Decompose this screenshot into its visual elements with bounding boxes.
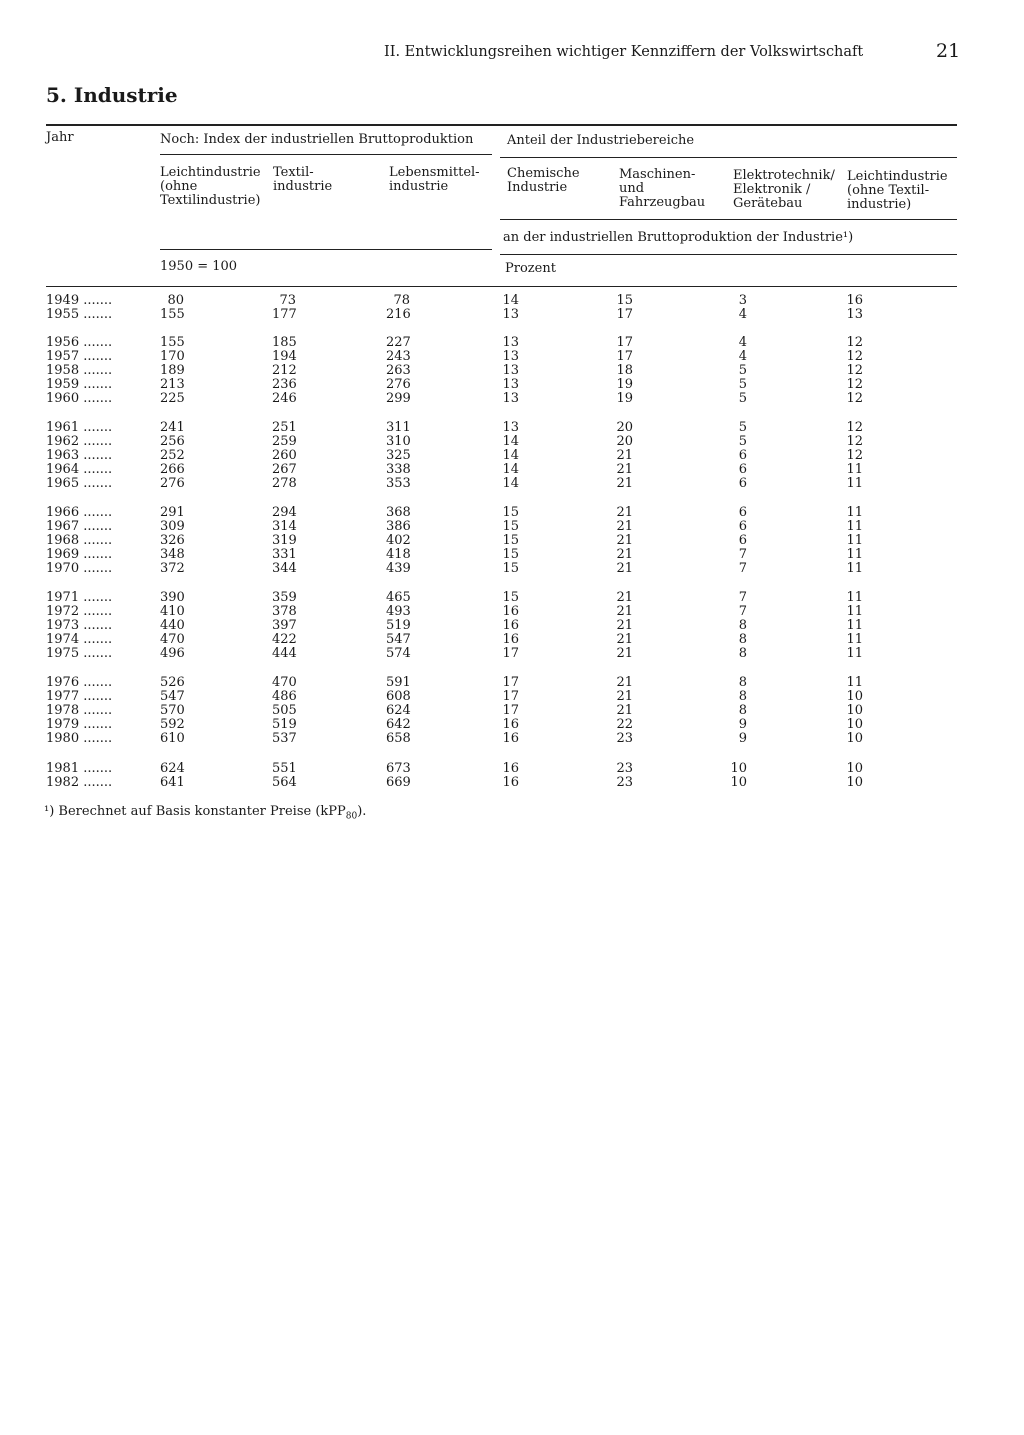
cell-chemie-anteil: 14 xyxy=(502,434,519,449)
cell-leichtindustrie-index: 624 xyxy=(160,761,185,776)
cell-lebensmittel-index: 519 xyxy=(386,618,411,633)
table-row xyxy=(0,294,1024,308)
cell-textilindustrie-index: 194 xyxy=(272,349,297,364)
cell-year: 1975 ....... xyxy=(46,646,113,661)
cell-lebensmittel-index: 547 xyxy=(386,632,411,647)
cell-lebensmittel-index: 353 xyxy=(386,476,411,491)
cell-lebensmittel-index: 310 xyxy=(386,434,411,449)
cell-leichtindustrie-anteil: 12 xyxy=(846,391,863,406)
table-row xyxy=(0,619,1024,633)
cell-lebensmittel-index: 402 xyxy=(386,533,411,548)
year-column-header: Jahr xyxy=(46,130,74,145)
share-group-header: Anteil der Industriebereiche xyxy=(507,133,695,148)
cell-textilindustrie-index: 422 xyxy=(272,632,297,647)
cell-chemie-anteil: 15 xyxy=(502,561,519,576)
cell-elektrotechnik-anteil: 5 xyxy=(738,363,747,378)
cell-textilindustrie-index: 470 xyxy=(272,675,297,690)
cell-year: 1963 ....... xyxy=(46,448,113,463)
cell-textilindustrie-index: 444 xyxy=(272,646,297,661)
table-row xyxy=(0,690,1024,704)
cell-maschinenbau-anteil: 21 xyxy=(616,505,633,520)
col-header-maschinenbau: Maschinen- und Fahrzeugbau xyxy=(619,167,706,210)
cell-leichtindustrie-index: 592 xyxy=(160,717,185,732)
cell-leichtindustrie-anteil: 11 xyxy=(846,618,863,633)
cell-leichtindustrie-index: 390 xyxy=(160,590,185,605)
cell-leichtindustrie-anteil: 11 xyxy=(846,462,863,477)
cell-chemie-anteil: 14 xyxy=(502,293,519,308)
cell-chemie-anteil: 13 xyxy=(502,349,519,364)
col-header-leichtindustrie: Leichtindustrie (ohne Textilindustrie) xyxy=(160,165,261,208)
cell-year: 1973 ....... xyxy=(46,618,113,633)
cell-lebensmittel-index: 418 xyxy=(386,547,411,562)
cell-leichtindustrie-index: 213 xyxy=(160,377,185,392)
cell-elektrotechnik-anteil: 8 xyxy=(738,618,747,633)
cell-lebensmittel-index: 311 xyxy=(386,420,411,435)
cell-leichtindustrie-index: 225 xyxy=(160,391,185,406)
cell-leichtindustrie-index: 641 xyxy=(160,775,185,790)
cell-elektrotechnik-anteil: 7 xyxy=(738,547,747,562)
cell-maschinenbau-anteil: 21 xyxy=(616,547,633,562)
cell-year: 1960 ....... xyxy=(46,391,113,406)
cell-elektrotechnik-anteil: 4 xyxy=(738,335,747,350)
cell-year: 1971 ....... xyxy=(46,590,113,605)
cell-year: 1967 ....... xyxy=(46,519,113,534)
cell-maschinenbau-anteil: 18 xyxy=(616,363,633,378)
cell-maschinenbau-anteil: 17 xyxy=(616,335,633,350)
cell-lebensmittel-index: 386 xyxy=(386,519,411,534)
cell-leichtindustrie-anteil: 11 xyxy=(846,646,863,661)
cell-maschinenbau-anteil: 21 xyxy=(616,533,633,548)
cell-leichtindustrie-index: 256 xyxy=(160,434,185,449)
cell-textilindustrie-index: 185 xyxy=(272,335,297,350)
cell-chemie-anteil: 13 xyxy=(502,335,519,350)
cell-textilindustrie-index: 314 xyxy=(272,519,297,534)
cell-leichtindustrie-index: 348 xyxy=(160,547,185,562)
table-row xyxy=(0,520,1024,534)
cell-maschinenbau-anteil: 20 xyxy=(616,434,633,449)
cell-leichtindustrie-anteil: 11 xyxy=(846,561,863,576)
cell-lebensmittel-index: 325 xyxy=(386,448,411,463)
cell-textilindustrie-index: 378 xyxy=(272,604,297,619)
cell-lebensmittel-index: 658 xyxy=(386,731,411,746)
cell-elektrotechnik-anteil: 7 xyxy=(738,590,747,605)
cell-leichtindustrie-index: 189 xyxy=(160,363,185,378)
cell-leichtindustrie-anteil: 10 xyxy=(846,689,863,704)
cell-maschinenbau-anteil: 21 xyxy=(616,519,633,534)
table-row xyxy=(0,308,1024,322)
cell-elektrotechnik-anteil: 6 xyxy=(738,476,747,491)
cell-chemie-anteil: 17 xyxy=(502,703,519,718)
cell-lebensmittel-index: 439 xyxy=(386,561,411,576)
cell-leichtindustrie-anteil: 11 xyxy=(846,590,863,605)
cell-year: 1964 ....... xyxy=(46,462,113,477)
cell-maschinenbau-anteil: 21 xyxy=(616,689,633,704)
page-number: 21 xyxy=(936,40,961,62)
cell-elektrotechnik-anteil: 9 xyxy=(738,717,747,732)
table-row xyxy=(0,676,1024,690)
cell-year: 1955 ....... xyxy=(46,307,113,322)
cell-maschinenbau-anteil: 21 xyxy=(616,561,633,576)
table-row xyxy=(0,534,1024,548)
cell-year: 1970 ....... xyxy=(46,561,113,576)
cell-elektrotechnik-anteil: 6 xyxy=(738,462,747,477)
table-row xyxy=(0,477,1024,491)
table-row xyxy=(0,548,1024,562)
cell-lebensmittel-index: 574 xyxy=(386,646,411,661)
cell-year: 1979 ....... xyxy=(46,717,113,732)
cell-chemie-anteil: 17 xyxy=(502,646,519,661)
cell-elektrotechnik-anteil: 3 xyxy=(738,293,747,308)
cell-leichtindustrie-anteil: 10 xyxy=(846,717,863,732)
cell-elektrotechnik-anteil: 6 xyxy=(738,519,747,534)
cell-elektrotechnik-anteil: 5 xyxy=(738,434,747,449)
cell-chemie-anteil: 14 xyxy=(502,476,519,491)
cell-textilindustrie-index: 564 xyxy=(272,775,297,790)
col-header-lebensmittelindustrie: Lebensmittel- industrie xyxy=(389,165,480,194)
cell-year: 1965 ....... xyxy=(46,476,113,491)
cell-textilindustrie-index: 267 xyxy=(272,462,297,477)
cell-elektrotechnik-anteil: 4 xyxy=(738,307,747,322)
share-subheader: an der industriellen Bruttoproduktion der Industrie¹) xyxy=(503,230,854,245)
cell-elektrotechnik-anteil: 10 xyxy=(730,761,747,776)
cell-lebensmittel-index: 368 xyxy=(386,505,411,520)
index-columns-rule xyxy=(160,249,492,250)
cell-chemie-anteil: 17 xyxy=(502,675,519,690)
cell-leichtindustrie-index: 547 xyxy=(160,689,185,704)
cell-lebensmittel-index: 624 xyxy=(386,703,411,718)
cell-lebensmittel-index: 263 xyxy=(386,363,411,378)
cell-textilindustrie-index: 73 xyxy=(279,293,296,308)
cell-lebensmittel-index: 227 xyxy=(386,335,411,350)
cell-leichtindustrie-index: 309 xyxy=(160,519,185,534)
cell-textilindustrie-index: 397 xyxy=(272,618,297,633)
cell-elektrotechnik-anteil: 5 xyxy=(738,420,747,435)
cell-year: 1974 ....... xyxy=(46,632,113,647)
cell-elektrotechnik-anteil: 10 xyxy=(730,775,747,790)
cell-lebensmittel-index: 78 xyxy=(393,293,410,308)
cell-chemie-anteil: 16 xyxy=(502,731,519,746)
table-row xyxy=(0,605,1024,619)
cell-leichtindustrie-index: 372 xyxy=(160,561,185,576)
table-row xyxy=(0,762,1024,776)
cell-year: 1966 ....... xyxy=(46,505,113,520)
cell-year: 1962 ....... xyxy=(46,434,113,449)
cell-elektrotechnik-anteil: 8 xyxy=(738,646,747,661)
cell-leichtindustrie-anteil: 11 xyxy=(846,519,863,534)
cell-maschinenbau-anteil: 21 xyxy=(616,675,633,690)
cell-chemie-anteil: 16 xyxy=(502,604,519,619)
cell-chemie-anteil: 14 xyxy=(502,462,519,477)
cell-year: 1968 ....... xyxy=(46,533,113,548)
header-bottom-rule xyxy=(46,286,957,287)
cell-year: 1969 ....... xyxy=(46,547,113,562)
cell-textilindustrie-index: 259 xyxy=(272,434,297,449)
cell-chemie-anteil: 16 xyxy=(502,761,519,776)
cell-chemie-anteil: 15 xyxy=(502,547,519,562)
cell-leichtindustrie-index: 496 xyxy=(160,646,185,661)
table-row xyxy=(0,392,1024,406)
cell-elektrotechnik-anteil: 7 xyxy=(738,561,747,576)
cell-leichtindustrie-anteil: 12 xyxy=(846,448,863,463)
share-columns-rule xyxy=(500,219,957,220)
cell-leichtindustrie-index: 276 xyxy=(160,476,185,491)
table-row xyxy=(0,449,1024,463)
section-title: 5. Industrie xyxy=(46,83,178,107)
cell-textilindustrie-index: 236 xyxy=(272,377,297,392)
cell-textilindustrie-index: 246 xyxy=(272,391,297,406)
cell-leichtindustrie-anteil: 11 xyxy=(846,604,863,619)
cell-maschinenbau-anteil: 23 xyxy=(616,731,633,746)
cell-maschinenbau-anteil: 19 xyxy=(616,377,633,392)
share-subheader-rule xyxy=(500,254,957,255)
cell-leichtindustrie-anteil: 12 xyxy=(846,377,863,392)
cell-chemie-anteil: 16 xyxy=(502,717,519,732)
table-row xyxy=(0,378,1024,392)
cell-textilindustrie-index: 344 xyxy=(272,561,297,576)
cell-leichtindustrie-index: 440 xyxy=(160,618,185,633)
table-row xyxy=(0,435,1024,449)
cell-elektrotechnik-anteil: 8 xyxy=(738,675,747,690)
cell-maschinenbau-anteil: 21 xyxy=(616,632,633,647)
cell-maschinenbau-anteil: 21 xyxy=(616,703,633,718)
cell-chemie-anteil: 13 xyxy=(502,377,519,392)
cell-elektrotechnik-anteil: 8 xyxy=(738,703,747,718)
index-group-rule xyxy=(160,154,492,155)
cell-maschinenbau-anteil: 21 xyxy=(616,590,633,605)
cell-textilindustrie-index: 537 xyxy=(272,731,297,746)
cell-elektrotechnik-anteil: 8 xyxy=(738,689,747,704)
cell-year: 1961 ....... xyxy=(46,420,113,435)
cell-year: 1949 ....... xyxy=(46,293,113,308)
cell-leichtindustrie-anteil: 10 xyxy=(846,731,863,746)
cell-leichtindustrie-index: 570 xyxy=(160,703,185,718)
cell-year: 1982 ....... xyxy=(46,775,113,790)
cell-year: 1957 ....... xyxy=(46,349,113,364)
cell-maschinenbau-anteil: 21 xyxy=(616,618,633,633)
cell-leichtindustrie-index: 266 xyxy=(160,462,185,477)
cell-textilindustrie-index: 278 xyxy=(272,476,297,491)
cell-leichtindustrie-index: 241 xyxy=(160,420,185,435)
cell-leichtindustrie-anteil: 12 xyxy=(846,434,863,449)
cell-maschinenbau-anteil: 17 xyxy=(616,307,633,322)
cell-leichtindustrie-anteil: 16 xyxy=(846,293,863,308)
cell-lebensmittel-index: 669 xyxy=(386,775,411,790)
table-row xyxy=(0,463,1024,477)
cell-leichtindustrie-index: 526 xyxy=(160,675,185,690)
cell-leichtindustrie-index: 326 xyxy=(160,533,185,548)
unit-percent: Prozent xyxy=(505,261,556,276)
col-header-textilindustrie: Textil- industrie xyxy=(273,165,333,194)
cell-leichtindustrie-anteil: 10 xyxy=(846,761,863,776)
cell-year: 1978 ....... xyxy=(46,703,113,718)
cell-elektrotechnik-anteil: 6 xyxy=(738,448,747,463)
cell-textilindustrie-index: 260 xyxy=(272,448,297,463)
cell-maschinenbau-anteil: 15 xyxy=(616,293,633,308)
cell-textilindustrie-index: 294 xyxy=(272,505,297,520)
cell-textilindustrie-index: 319 xyxy=(272,533,297,548)
cell-lebensmittel-index: 243 xyxy=(386,349,411,364)
cell-textilindustrie-index: 505 xyxy=(272,703,297,718)
cell-chemie-anteil: 13 xyxy=(502,391,519,406)
cell-chemie-anteil: 15 xyxy=(502,590,519,605)
table-row xyxy=(0,562,1024,576)
table-row xyxy=(0,421,1024,435)
cell-chemie-anteil: 16 xyxy=(502,775,519,790)
cell-year: 1977 ....... xyxy=(46,689,113,704)
cell-elektrotechnik-anteil: 5 xyxy=(738,377,747,392)
table-row xyxy=(0,336,1024,350)
cell-leichtindustrie-index: 470 xyxy=(160,632,185,647)
table-row xyxy=(0,776,1024,790)
cell-chemie-anteil: 13 xyxy=(502,307,519,322)
unit-index: 1950 = 100 xyxy=(160,259,238,274)
table-row xyxy=(0,647,1024,661)
cell-leichtindustrie-anteil: 11 xyxy=(846,476,863,491)
footnote-text: ¹) Berechnet auf Basis konstanter Preise (kPP$_{80}$). xyxy=(44,804,367,822)
cell-leichtindustrie-anteil: 10 xyxy=(846,703,863,718)
cell-lebensmittel-index: 591 xyxy=(386,675,411,690)
cell-elektrotechnik-anteil: 5 xyxy=(738,391,747,406)
cell-year: 1956 ....... xyxy=(46,335,113,350)
cell-maschinenbau-anteil: 22 xyxy=(616,717,633,732)
cell-textilindustrie-index: 551 xyxy=(272,761,297,776)
share-group-rule xyxy=(500,157,957,158)
cell-leichtindustrie-anteil: 11 xyxy=(846,632,863,647)
cell-leichtindustrie-index: 80 xyxy=(167,293,184,308)
cell-chemie-anteil: 15 xyxy=(502,519,519,534)
cell-leichtindustrie-index: 155 xyxy=(160,335,185,350)
cell-maschinenbau-anteil: 23 xyxy=(616,775,633,790)
cell-chemie-anteil: 15 xyxy=(502,533,519,548)
cell-lebensmittel-index: 216 xyxy=(386,307,411,322)
cell-lebensmittel-index: 338 xyxy=(386,462,411,477)
cell-elektrotechnik-anteil: 4 xyxy=(738,349,747,364)
cell-textilindustrie-index: 177 xyxy=(272,307,297,322)
cell-lebensmittel-index: 642 xyxy=(386,717,411,732)
cell-textilindustrie-index: 486 xyxy=(272,689,297,704)
footnote xyxy=(44,804,366,822)
cell-textilindustrie-index: 359 xyxy=(272,590,297,605)
cell-leichtindustrie-index: 155 xyxy=(160,307,185,322)
cell-chemie-anteil: 13 xyxy=(502,420,519,435)
table-row xyxy=(0,506,1024,520)
cell-chemie-anteil: 17 xyxy=(502,689,519,704)
cell-leichtindustrie-anteil: 13 xyxy=(846,307,863,322)
cell-textilindustrie-index: 331 xyxy=(272,547,297,562)
cell-textilindustrie-index: 212 xyxy=(272,363,297,378)
col-header-chemische-industrie: Chemische Industrie xyxy=(507,166,580,195)
cell-maschinenbau-anteil: 17 xyxy=(616,349,633,364)
cell-year: 1981 ....... xyxy=(46,761,113,776)
cell-maschinenbau-anteil: 19 xyxy=(616,391,633,406)
cell-leichtindustrie-anteil: 11 xyxy=(846,547,863,562)
table-row xyxy=(0,591,1024,605)
cell-year: 1980 ....... xyxy=(46,731,113,746)
running-header: II. Entwicklungsreihen wichtiger Kennziffern der Volkswirtschaft xyxy=(384,44,864,60)
cell-chemie-anteil: 16 xyxy=(502,618,519,633)
cell-maschinenbau-anteil: 21 xyxy=(616,476,633,491)
cell-lebensmittel-index: 299 xyxy=(386,391,411,406)
cell-maschinenbau-anteil: 21 xyxy=(616,462,633,477)
col-header-elektrotechnik: Elektrotechnik/ Elektronik / Gerätebau xyxy=(733,168,835,211)
table-row xyxy=(0,350,1024,364)
table-row xyxy=(0,633,1024,647)
col-header-leichtindustrie-anteil: Leichtindustrie (ohne Textil- industrie) xyxy=(847,169,948,212)
cell-chemie-anteil: 15 xyxy=(502,505,519,520)
cell-leichtindustrie-index: 610 xyxy=(160,731,185,746)
cell-chemie-anteil: 14 xyxy=(502,448,519,463)
cell-elektrotechnik-anteil: 8 xyxy=(738,632,747,647)
cell-maschinenbau-anteil: 21 xyxy=(616,604,633,619)
cell-leichtindustrie-index: 170 xyxy=(160,349,185,364)
cell-leichtindustrie-anteil: 10 xyxy=(846,775,863,790)
cell-textilindustrie-index: 251 xyxy=(272,420,297,435)
cell-lebensmittel-index: 608 xyxy=(386,689,411,704)
cell-lebensmittel-index: 673 xyxy=(386,761,411,776)
cell-leichtindustrie-anteil: 11 xyxy=(846,533,863,548)
cell-maschinenbau-anteil: 21 xyxy=(616,646,633,661)
cell-chemie-anteil: 16 xyxy=(502,632,519,647)
cell-elektrotechnik-anteil: 6 xyxy=(738,533,747,548)
cell-elektrotechnik-anteil: 7 xyxy=(738,604,747,619)
cell-leichtindustrie-index: 252 xyxy=(160,448,185,463)
cell-leichtindustrie-anteil: 12 xyxy=(846,420,863,435)
cell-maschinenbau-anteil: 23 xyxy=(616,761,633,776)
cell-elektrotechnik-anteil: 9 xyxy=(738,731,747,746)
cell-year: 1959 ....... xyxy=(46,377,113,392)
cell-leichtindustrie-anteil: 11 xyxy=(846,505,863,520)
cell-leichtindustrie-index: 291 xyxy=(160,505,185,520)
table-row xyxy=(0,364,1024,378)
cell-elektrotechnik-anteil: 6 xyxy=(738,505,747,520)
cell-lebensmittel-index: 276 xyxy=(386,377,411,392)
cell-maschinenbau-anteil: 21 xyxy=(616,448,633,463)
cell-maschinenbau-anteil: 20 xyxy=(616,420,633,435)
cell-year: 1976 ....... xyxy=(46,675,113,690)
table-top-rule xyxy=(46,124,957,126)
cell-textilindustrie-index: 519 xyxy=(272,717,297,732)
cell-lebensmittel-index: 465 xyxy=(386,590,411,605)
cell-leichtindustrie-anteil: 12 xyxy=(846,363,863,378)
table-row xyxy=(0,704,1024,718)
cell-chemie-anteil: 13 xyxy=(502,363,519,378)
table-row xyxy=(0,718,1024,732)
cell-year: 1958 ....... xyxy=(46,363,113,378)
table-row xyxy=(0,732,1024,746)
cell-leichtindustrie-anteil: 12 xyxy=(846,349,863,364)
cell-leichtindustrie-anteil: 11 xyxy=(846,675,863,690)
cell-lebensmittel-index: 493 xyxy=(386,604,411,619)
index-group-header: Noch: Index der industriellen Bruttoproduktion xyxy=(160,132,474,147)
cell-leichtindustrie-index: 410 xyxy=(160,604,185,619)
cell-year: 1972 ....... xyxy=(46,604,113,619)
cell-leichtindustrie-anteil: 12 xyxy=(846,335,863,350)
